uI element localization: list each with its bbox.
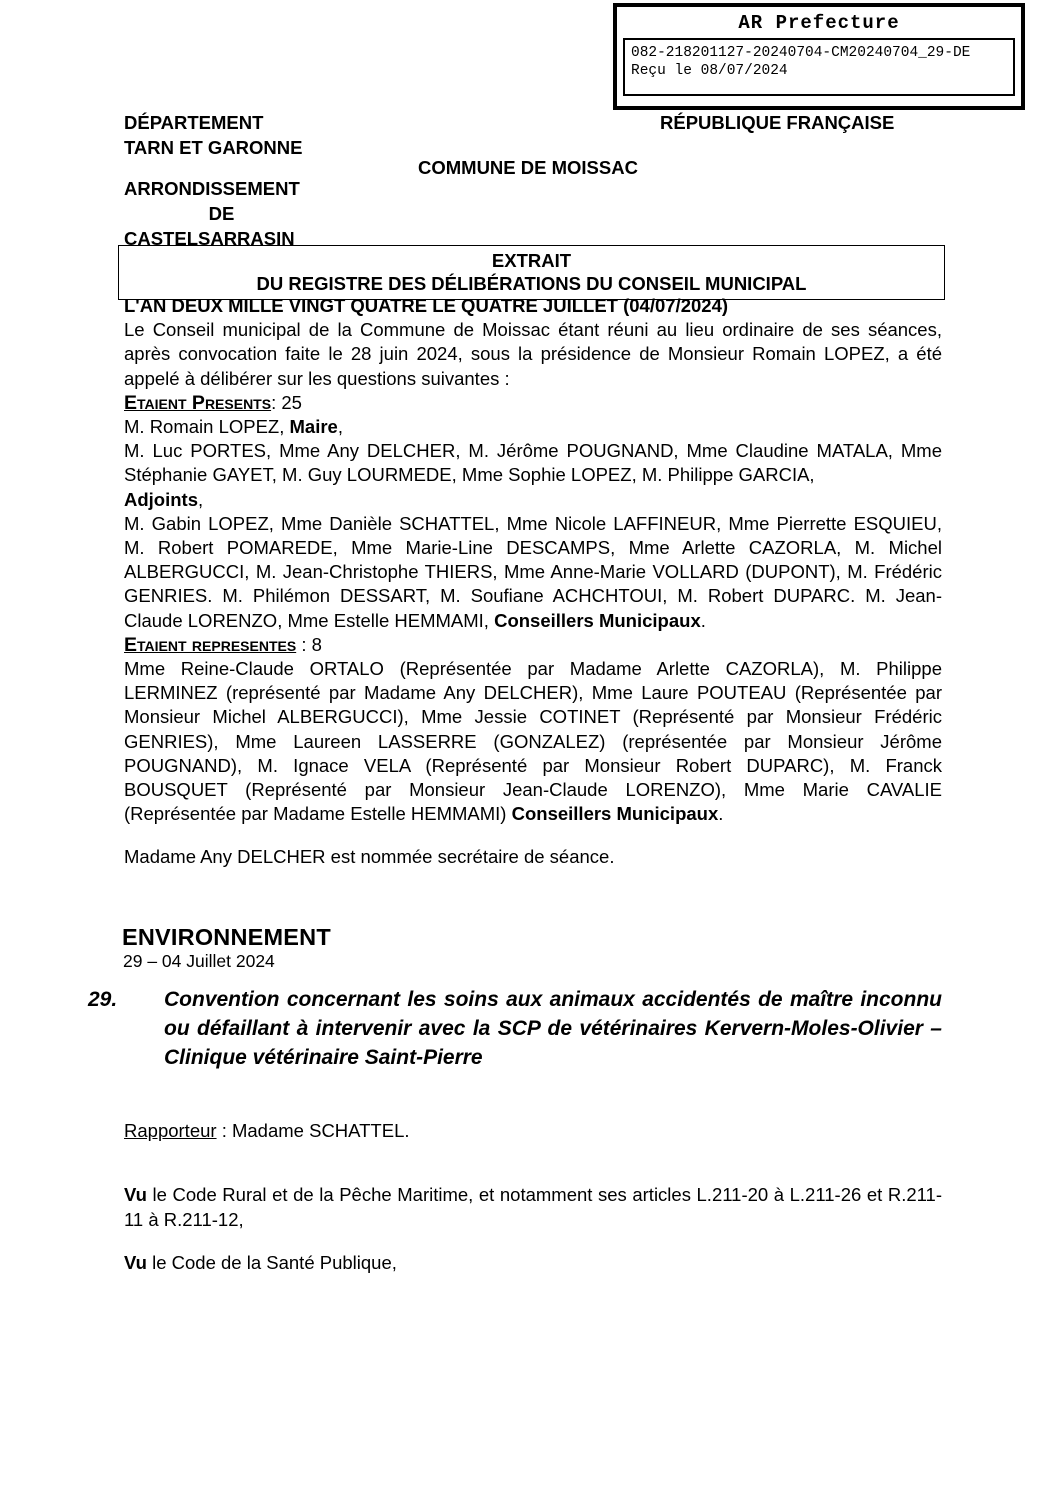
adjoints-tail: , [198,488,204,510]
section-date: 29 – 04 Juillet 2024 [123,951,275,971]
commune-label: COMMUNE DE MOISSAC [418,157,638,178]
item-title-block [88,985,942,1072]
session-date-line: L'AN DEUX MILLE VINGT QUATRE LE QUATRE JUILLET (04/07/2024) [124,295,729,316]
maire-tail: , [337,416,343,438]
rapporteur-line [124,1120,410,1142]
extrait-box [118,245,945,300]
arrondissement-header [124,176,424,251]
stamp-reference-box [623,38,1015,96]
conseillers-names: M. Gabin LOPEZ, Mme Danièle SCHATTEL, Mme Nicole LAFFINEUR, Mme Pierrette ESQUIEU, M. Robert POMAREDE, Mme Marie-Line DESCAMPS, Mme Arlette CAZORLA, M. Michel ALBERGUCCI, M. Jean-Christophe THIERS, Mme Anne-Marie VOLLARD (DUPONT), M. Frédéric GENRIES. M. Philémon DESSART, M. Soufiane ACHCHTOUI, M. Robert DUPARC. M. Jean-Claude LORENZO, Mme Estelle HEMMAMI, [124,512,942,631]
adjoints-role-line [124,488,942,512]
adjoints-names: M. Luc PORTES, Mme Any DELCHER, M. Jérôme POUGNAND, Mme Claudine MATALA, Mme Stéphanie GAYET, M. Guy LOURMEDE, Mme Sophie LOPEZ, M. Philippe GARCIA, [124,440,942,486]
vu2-text: le Code de la Santé Publique, [146,1252,397,1273]
stamp-reference: 082-218201127-20240704-CM20240704_29-DE [631,45,971,61]
maire-role: Maire [289,416,338,438]
stamp-title: AR Prefecture [738,12,900,34]
vu1-prefix: Vu [124,1184,147,1205]
deliberation-body [124,294,942,826]
presents-label: Etaient Presents [124,391,272,414]
vu-clause-1 [124,1182,942,1232]
represented-names: Mme Reine-Claude ORTALO (Représentée par Madame Arlette CAZORLA), M. Philippe LERMINEZ (représenté par Madame Any DELCHER), Mme Laure POUTEAU (Représentée par Monsieur Michel ALBERGUCCI), Mme Jessie COTINET (Représenté par Monsieur Frédéric GENRIES), Mme Laureen LASSERRE (GONZALEZ) (représentée par Monsieur Jérôme POUGNAND), M. Ignace VELA (Représenté par Monsieur Robert DUPARC), M. Franck BOUSQUET (Représenté par Monsieur Jean-Claude LORENZO), Mme Marie CAVALIE (Représentée par Madame Estelle HEMMAMI) [124,658,942,825]
represented-heading [124,633,942,657]
vu-clause-2 [124,1250,942,1275]
presents-heading [124,391,942,415]
maire-line [124,415,942,439]
extrait-line-2: DU REGISTRE DES DÉLIBÉRATIONS DU CONSEIL MUNICIPAL [256,273,807,294]
maire-name: M. Romain LOPEZ, [124,416,290,438]
represented-tail: . [718,803,724,825]
secretary-line: Madame Any DELCHER est nommée secrétaire de séance. [124,846,615,867]
rapporteur-value: : Madame SCHATTEL. [216,1120,410,1141]
ar-prefecture-stamp [613,3,1025,110]
adjoints-role: Adjoints [124,488,198,510]
represented-count: : 8 [296,633,322,655]
vu1-text: le Code Rural et de la Pêche Maritime, et notamment ses articles L.211-20 à L.211-26 et R.211-11 à R.211-12, [124,1184,942,1230]
department-header [124,110,424,160]
conseillers-role: Conseillers Municipaux [494,609,701,631]
represented-label: Etaient representes [124,633,297,656]
department-name: TARN ET GARONNE [124,137,303,158]
stamp-received-date: Reçu le 08/07/2024 [631,63,788,79]
arrondissement-de: DE [208,203,235,224]
vu2-prefix: Vu [124,1252,147,1273]
item-number: 29. [88,988,118,1011]
conseillers-tail: . [700,609,706,631]
arrondissement-name: CASTELSARRASIN [124,228,295,249]
represented-role: Conseillers Municipaux [511,803,719,825]
convocation-paragraph: Le Conseil municipal de la Commune de Moissac étant réuni au lieu ordinaire de ses séances, après convocation faite le 28 juin 2024, sous la présidence de Monsieur Romain LOPEZ, a été appelé à délibérer sur les questions suivantes : [124,319,942,389]
rapporteur-label: Rapporteur [124,1120,217,1141]
section-heading: ENVIRONNEMENT [122,924,331,950]
item-title-text: Convention concernant les soins aux animaux accidentés de maître inconnu ou défaillant à intervenir avec la SCP de vétérinaires Kervern-Moles-Olivier – Clinique vétérinaire Saint-Pierre [164,988,942,1069]
represented-line [124,657,942,826]
arrondissement-label: ARRONDISSEMENT [124,178,300,199]
presents-count: : 25 [271,391,302,413]
conseillers-line [124,512,942,633]
republic-label: RÉPUBLIQUE FRANÇAISE [660,112,895,133]
department-label: DÉPARTEMENT [124,112,264,133]
extrait-line-1: EXTRAIT [491,250,572,271]
